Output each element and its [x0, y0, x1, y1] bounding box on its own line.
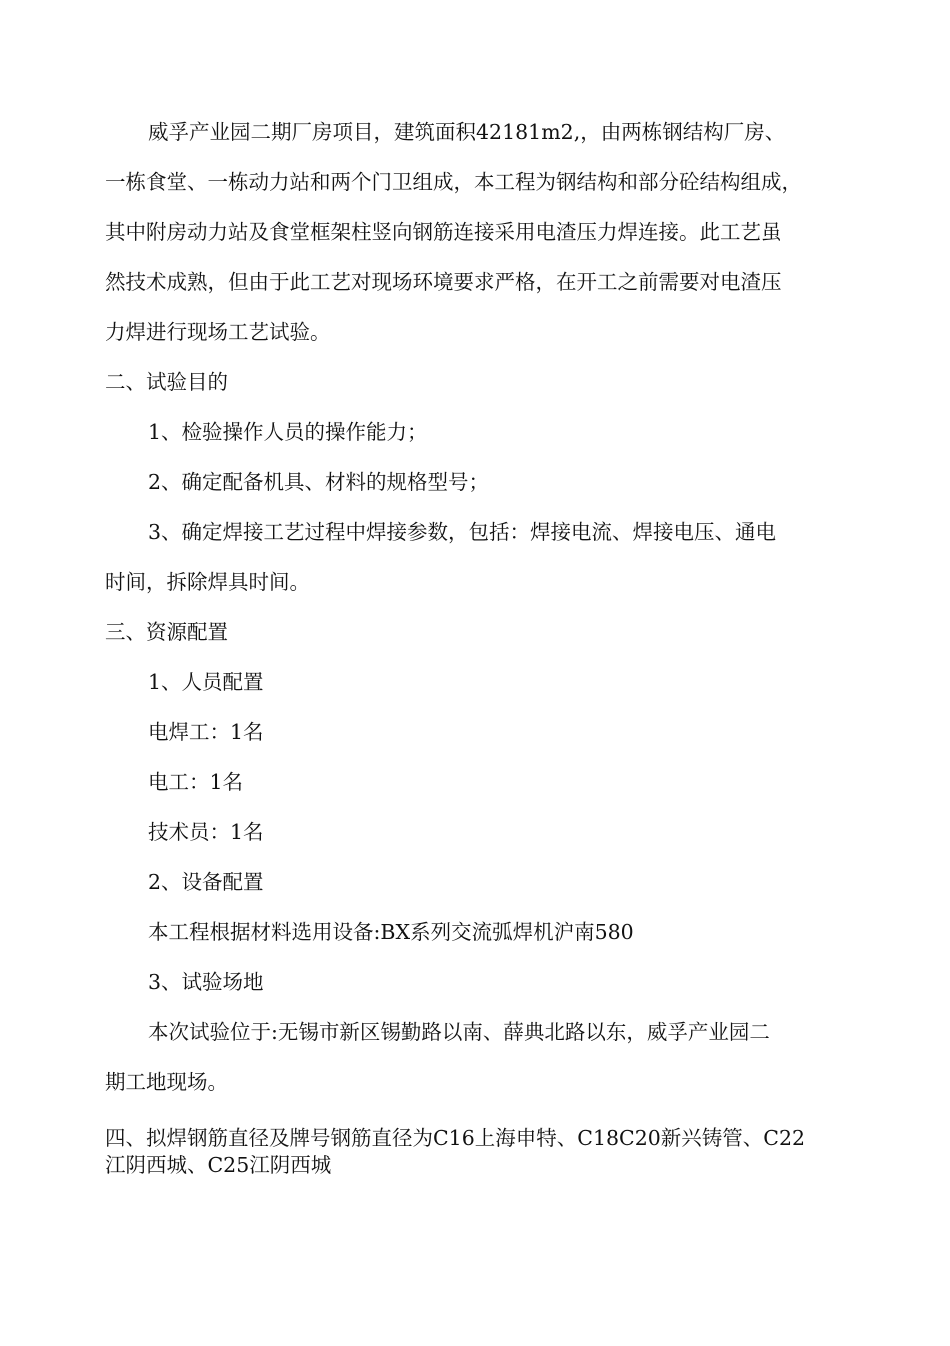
- equipment-description: 本工程根据材料选用设备:BX系列交流弧焊机沪南580: [148, 920, 634, 944]
- intro-line-1: 威孚产业园二期厂房项目，建筑面积42181m2,，由两栋钢结构厂房、: [148, 120, 786, 144]
- purpose-item-2: 2、确定配备机具、材料的规格型号；: [148, 470, 490, 494]
- intro-line-3: 其中附房动力站及食堂框架柱竖向钢筋连接采用电渣压力焊连接。此工艺虽: [105, 220, 782, 244]
- personnel-technician: 技术员：1名: [148, 820, 264, 844]
- section-heading-purpose: 二、试验目的: [105, 370, 228, 394]
- personnel-welder: 电焊工：1名: [148, 720, 264, 744]
- intro-line-2: 一栋食堂、一栋动力站和两个门卫组成，本工程为钢结构和部分砼结构组成，: [105, 170, 802, 194]
- purpose-item-1: 1、检验操作人员的操作能力；: [148, 420, 428, 444]
- purpose-item-3-line-2: 时间，拆除焊具时间。: [105, 570, 310, 594]
- resources-sub-personnel: 1、人员配置: [148, 670, 264, 694]
- intro-line-5: 力焊进行现场工艺试验。: [105, 320, 331, 344]
- resources-sub-site: 3、试验场地: [148, 970, 264, 994]
- section-4-line-2: 江阴西城、C25江阴西城: [105, 1153, 332, 1177]
- site-line-1: 本次试验位于:无锡市新区锡勤路以南、薛典北路以东，威孚产业园二: [148, 1020, 770, 1044]
- section-heading-resources: 三、资源配置: [105, 620, 228, 644]
- resources-sub-equipment: 2、设备配置: [148, 870, 264, 894]
- intro-line-4: 然技术成熟，但由于此工艺对现场环境要求严格，在开工之前需要对电渣压: [105, 270, 782, 294]
- section-4-line-1: 四、拟焊钢筋直径及牌号钢筋直径为C16上海申特、C18C20新兴铸管、C22: [105, 1126, 806, 1150]
- purpose-item-3-line-1: 3、确定焊接工艺过程中焊接参数，包括：焊接电流、焊接电压、通电: [148, 520, 777, 544]
- site-line-2: 期工地现场。: [105, 1070, 228, 1094]
- personnel-electrician: 电工：1名: [148, 770, 244, 794]
